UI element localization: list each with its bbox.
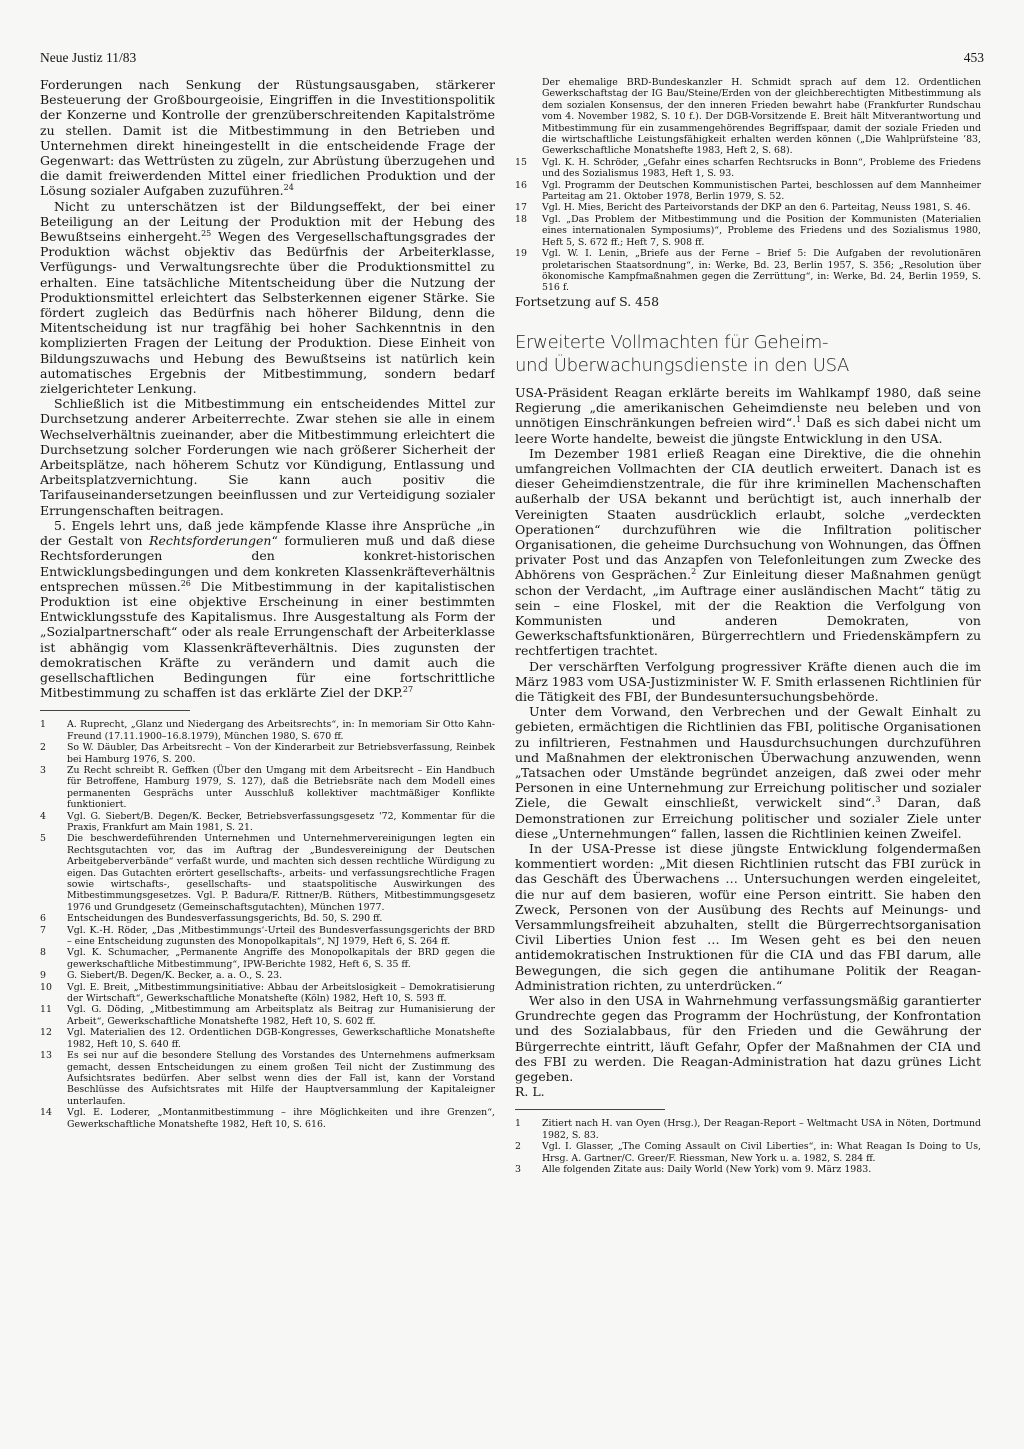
footnote: 14 Vgl. E. Loderer, „Montanmitbestimmung – ihre Möglichkeiten und ihre Grenzen“, Gewerkschaftliche Monatshefte 1982, Heft 10, S. 616. — [40, 1107, 495, 1130]
page-number: 453 — [963, 50, 984, 65]
footnote: 7 Vgl. K.-H. Röder, „Das ‚Mitbestimmungs‘-Urteil des Bundesverfassungsgerichts der BRD – eine Entscheidung zugunsten des Monopolkapitals“, NJ 1979, Heft 6, S. 264 ff. — [40, 924, 495, 948]
paragraph: USA-Präsident Reagan erklärte bereits im Wahlkampf 1980, daß seine Regierung „die amerikanischen Geheimdienste neu beleben und von unnötigen Einschränkungen befreien wird“.$^1$ Daß es sich dabei nicht um leere Worte handelte, beweist die jüngste Entwicklung in den USA. — [515, 384, 981, 446]
footnote: 1 Zitiert nach H. van Oyen (Hrsg.), Der Reagan-Report – Weltmacht USA in Nöten, Dortmund 1982, S. 83. — [515, 1118, 981, 1141]
paragraph: Unter dem Vorwand, den Verbrechen und der Gewalt Einhalt zu gebieten, ermächtigen die Richtlinien das FBI, politische Organisationen zu infiltrieren, Festnahmen und Hausdurchsuchungen durchzuführen und Maßnahmen der elektronischen Überwachung anzuwenden, wenn „Tatsachen oder Umstände begründet anzeigen, daß zwei oder mehr Personen in eine Unternehmung zur Erreichung politischer und sozialer Ziele, die Gewalt einschließt, verwickelt sind“.$^3$ Daran, daß Demonstrationen zur Erreichung politischer und sozialer Ziele unter diese „Unternehmungen“ fallen, lassen die Richtlinien keinen Zweifel. — [515, 704, 981, 841]
paragraph: In der USA-Presse ist diese jüngste Entwicklung folgendermaßen kommentiert worden: „Mit diesen Richtlinien rutscht das FBI zurück in das Geschäft des Überwachens … Untersuchungen werden eingeleitet, die nur auf dem basieren, wofür eine Person eintritt. Sie haben den Zweck, Personen von der Ausübung des Rechts auf Meinungs- und Versammlungsfreiheit abzuhalten, stellt die Bürgerrechtsorganisation Civil Liberties Union fest … Im Wesen geht es bei den neuen antidemokratischen Instruktionen für die CIA und das FBI darum, alle Bewegungen, die sich gegen die antihumane Politik der Reagan-Administration richten, zu unterdrücken.“ — [515, 841, 981, 993]
footnote: 18 Vgl. „Das Problem der Mitbestimmung und die Position der Kommunisten (Materialien eines internationalen Symposiums)“, Probleme des Friedens und des Sozialismus 1980, Heft 5, S. 672 ff.; Heft 7, S. 908 ff. — [515, 213, 981, 248]
journal-title: Neue Justiz 11/83 — [40, 50, 137, 65]
paragraph: Im Dezember 1981 erließ Reagan eine Direktive, die die ohnehin umfangreichen Vollmachten der CIA deutlich erweitert. Danach ist es dieser Geheimdienstzentrale, die für ihre kriminellen Machenschaften außerhalb der USA bekannt und berüchtigt ist, auch innerhalb der Vereinigten Staaten ausdrücklich erlaubt, solche „verdeckten Operationen“ durchzuführen wie die Infiltration politischer Organisationen, die geheime Durchsuchung von Wohnungen, das Öffnen privater Post und das Anzapfen von Telefonleitungen zum Zwecke des Abhörens von Gesprächen.$^2$ Zur Einleitung dieser Maßnahmen genügt schon der Verdacht, „im Auftrage einer ausländischen Macht“ tätig zu sein – eine Floskel, mit der die Reaktion die Verfolgung von Kommunisten und anderen Demokraten, von Gewerkschaftsfunktionären, Bürgerrechtlern und Friedenskämpfern zu rechtfertigen trachtet. — [515, 445, 981, 659]
footnote: 13 Es sei nur auf die besondere Stellung des Vorstandes des Unternehmens aufmerksam gemacht, dessen Entscheidungen zu einem großen Teil nicht der Zustimmung des Aufsichtsrates bedürfen. Aber selbst wenn dies der Fall ist, kann der Vorstand Beschlüsse des Aufsichtsrates mit Hilfe der Hauptversammlung der Kapitaleigner unterlaufen. — [40, 1050, 495, 1107]
paragraph: 5. Engels lehrt uns, daß jede kämpfende Klasse ihre Ansprüche „in der Gestalt von Rechtsforderungen“ formulieren muß und daß diese Rechtsforderungen den konkret-historischen Entwicklungsbedingungen und dem konkreten Klassenkräfteverhältnis entsprechen müssen.$^{26}$ Die Mitbestimmung in der kapitalistischen Produktion ist eine objektive Erscheinung in einer bestimmten Entwicklungsstufe des Kapitalismus. Ihre Ausgestaltung als Form der „Sozialpartnerschaft“ oder als reale Errungenschaft der Arbeiterklasse ist abhängig vom Klassenkräfteverhältnis. Dies zugunsten der demokratischen Kräfte zu verändern und damit auch die gesellschaftlichen Bedingungen für eine fortschrittliche Mitbestimmung zu schaffen ist das erklärte Ziel der DKP.$^{27}$ — [40, 517, 495, 701]
footnote: 16 Vgl. Programm der Deutschen Kommunistischen Partei, beschlossen auf dem Mannheimer Parteitag am 21. Oktober 1978, Berlin 1979, S. 52. — [515, 179, 981, 203]
left-column — [40, 77, 495, 1397]
paragraph: Forderungen nach Senkung der Rüstungsausgaben, stärkerer Besteuerung der Großbourgeoisie, Eingriffen in die Investitionspolitik der Konzerne und Kontrolle der grenzüberschreitenden Kapitalströme zu stellen. Damit ist die Mitbestimmung in den Betrieben und Unternehmen direkt hineingestellt in die entscheidende Frage der Gegenwart: das Wettrüsten zu zügeln, zur Abrüstung überzugehen und die damit freiwerdenden Mittel einer friedlichen Produktion und der Lösung sozialer Aufgaben zuzuführen.$^{24}$ — [40, 77, 495, 199]
continuation-note: Fortsetzung auf S. 458 — [515, 293, 660, 309]
footnote: 2 Vgl. I. Glasser, „The Coming Assault on Civil Liberties“, in: What Reagan Is Doing to Us, Hrsg. A. Gartner/C. Greer/F. Riessman, New York u. a. 1982, S. 284 ff. — [515, 1141, 981, 1164]
footnote: 4 Vgl. G. Siebert/B. Degen/K. Becker, Betriebsverfassungsgesetz '72, Kommentar für die Praxis, Frankfurt am Main 1981, S. 21. — [40, 810, 495, 833]
footnote: 6 Entscheidungen des Bundesverfassungsgerichts, Bd. 50, S. 290 ff. — [40, 913, 383, 925]
article-footnote-list — [515, 1118, 981, 1175]
right-column — [515, 77, 981, 1407]
footnote: 17 Vgl. H. Mies, Bericht des Parteivorstands der DKP an den 6. Parteitag, Neuss 1981, S. 46. — [515, 202, 971, 214]
footnote-list-continued — [515, 77, 981, 294]
footnote: 2 So W. Däubler, Das Arbeitsrecht – Von der Kinderarbeit zur Betriebsverfassung, Reinbek bei Hamburg 1976, S. 200. — [40, 742, 495, 765]
paragraph: Schließlich ist die Mitbestimmung ein entscheidendes Mittel zur Durchsetzung anderer Arbeiterrechte. Zwar stehen sie alle in einem Wechselverhältnis zueinander, aber die Mitbestimmung erleichtert die Durchsetzung solcher Forderungen wie nach größerer Sicherheit der Arbeitsplätze, nach höherem Schutz vor Kündigung, Entlassung und Arbeitsplatzvernichtung. Sie kann auch positiv die Tarifauseinandersetzungen beeinflussen und zur Verteidigung sozialer Errungenschaften beitragen. — [40, 396, 495, 518]
footnote-divider — [515, 1109, 665, 1110]
paragraph: Nicht zu unterschätzen ist der Bildungseffekt, der bei einer Beteiligung an der Leitung der Produktion mit der Hebung des Bewußtseins einhergeht.$^{25}$ Wegen des Vergesellschaftungsgrades der Produktion wächst objektiv das Bedürfnis der Arbeiterklasse, Verfügungs- und Verwaltungsrechte über die Produktionsmittel zu erhalten. Eine tatsächliche Mitentscheidung über die Nutzung der Produktionsmittel erleichtert das Selbsterkennen eigener Stärke. Sie fördert zugleich das Bedürfnis nach höherer Bildung, denn die Mitentscheidung ist nur tragfähig bei hoher Sachkenntnis in den komplizierten Fragen der Leitung der Produktion. Diese Einheit von Bildungszuwachs und Hebung des Bewußtseins ist natürlich kein automatisches Ergebnis der Mitbestimmung, sondern bedarf zielgerichteter Lenkung. — [40, 198, 495, 397]
footnote: 11 Vgl. G. Döding, „Mitbestimmung am Arbeitsplatz als Beitrag zur Humanisierung der Arbeit“, Gewerkschaftliche Monatshefte 1982, Heft 10, S. 602 ff. — [40, 1004, 495, 1027]
footnote: 9 G. Siebert/B. Degen/K. Becker, a. a. O., S. 23. — [40, 970, 283, 982]
page-header — [40, 50, 984, 70]
footnote: 1 A. Ruprecht, „Glanz und Niedergang des Arbeitsrechts“, in: In memoriam Sir Otto Kahn-Freund (17.11.1900–16.8.1979), München 1980, S. 670 ff. — [40, 719, 495, 742]
footnote: 8 Vgl. K. Schumacher, „Permanente Angriffe des Monopolkapitals der BRD gegen die gewerkschaftliche Mitbestimmung“, IPW-Berichte 1982, Heft 6, S. 35 ff. — [40, 947, 495, 970]
paragraph: Der verschärften Verfolgung progressiver Kräfte dienen auch die im März 1983 vom USA-Justizminister W. F. Smith erlassenen Richtlinien für die Tätigkeit des FBI, der Bundesuntersuchungsbehörde. — [515, 658, 981, 704]
footnote: 19 Vgl. W. I. Lenin, „Briefe aus der Ferne – Brief 5: Die Aufgaben der revolutionären proletarischen Staatsordnung“, in: Werke, Bd. 23, Berlin 1957, S. 356; „Resolution über ökonomische Kampfmaßnahmen gegen die Zerrüttung“, in: Werke, Bd. 24, Berlin 1959, S. 516 f. — [515, 248, 981, 294]
footnote: 5 Die beschwerdeführenden Unternehmen und Unternehmervereinigungen legten ein Rechtsgutachten vor, das im Auftrag der „Bundesvereinigung der Deutschen Arbeitgeberverbände“ verfaßt wurde, und machten sich dessen rechtliche Würdigung zu eigen. Das Gutachten erörtert gesellschafts-, arbeits- und verfassungsrechtliche Fragen sowie wirtschafts-, gesellschafts- und staatspolitische Auswirkungen des Mitbestimmungsgesetzes. Vgl. P. Badura/F. Rittner/B. Rüthers, Mitbestimmungsgesetz 1976 und Grundgesetz (Gemeinschaftsgutachten), München 1977. — [40, 833, 495, 913]
footnote-list — [40, 719, 495, 1130]
paragraph: Wer also in den USA in Wahrnehmung verfassungsmäßig garantierter Grundrechte gegen das Programm der Hochrüstung, der Konfrontation und des Sozialabbaus, für den Frieden und die Gewährung der Bürgerrechte eintritt, läuft Gefahr, Opfer der Maßnahmen der CIA und des FBI zu werden. Die Reagan-Administration hat dazu grünes Licht gegeben. — [515, 993, 981, 1085]
footnote: 12 Vgl. Materialien des 12. Ordentlichen DGB-Kongresses, Gewerkschaftliche Monatshefte 1982, Heft 10, S. 640 ff. — [40, 1027, 495, 1050]
footnote: 3 Zu Recht schreibt R. Geffken (Über den Umgang mit dem Arbeitsrecht – Ein Handbuch für Betroffene, Hamburg 1979, S. 127), daß die Betriebsräte nach dem Modell eines permanenten Gesprächs unter Ausschluß kollektiver machtmäßiger Konflikte funktioniert. — [40, 764, 495, 811]
article-title: Erweiterte Vollmachten für Geheim- und Überwachungsdienste in den USA — [515, 331, 850, 376]
footnote: 15 Vgl. K. H. Schröder, „Gefahr eines scharfen Rechtsrucks in Bonn“, Probleme des Friedens und des Sozialismus 1983, Heft 1, S. 93. — [515, 156, 981, 180]
footnote: Der ehemalige BRD-Bundeskanzler H. Schmidt sprach auf dem 12. Ordentlichen Gewerkschaftstag der IG Bau/Steine/Erden von der gleichberechtigten Mitbestimmung als dem sozialen Konsensus, der den inneren Frieden bewahrt habe (Frankfurter Rundschau vom 4. November 1982, S. 10 f.). Der DGB-Vorsitzende E. Breit hält Mitverantwortung und Mitbestimmung für ein zusammengehörendes Begriffspaar, damit der soziale Frieden und die wirtschaftliche Leistungsfähigkeit erhalten werden können („Die Wahlprüfsteine ’83, Gewerkschaftliche Monatshefte 1983, Heft 2, S. 68). — [542, 77, 981, 157]
footnote: 10 Vgl. E. Breit, „Mitbestimmungsinitiative: Abbau der Arbeitslosigkeit – Demokratisierung der Wirtschaft“, Gewerkschaftliche Monatshefte (Köln) 1982, Heft 10, S. 593 ff. — [40, 981, 495, 1005]
footnote: 3 Alle folgenden Zitate aus: Daily World (New York) vom 9. März 1983. — [515, 1164, 872, 1176]
footnote-divider — [40, 710, 190, 711]
author-signature: R. L. — [515, 1084, 545, 1100]
